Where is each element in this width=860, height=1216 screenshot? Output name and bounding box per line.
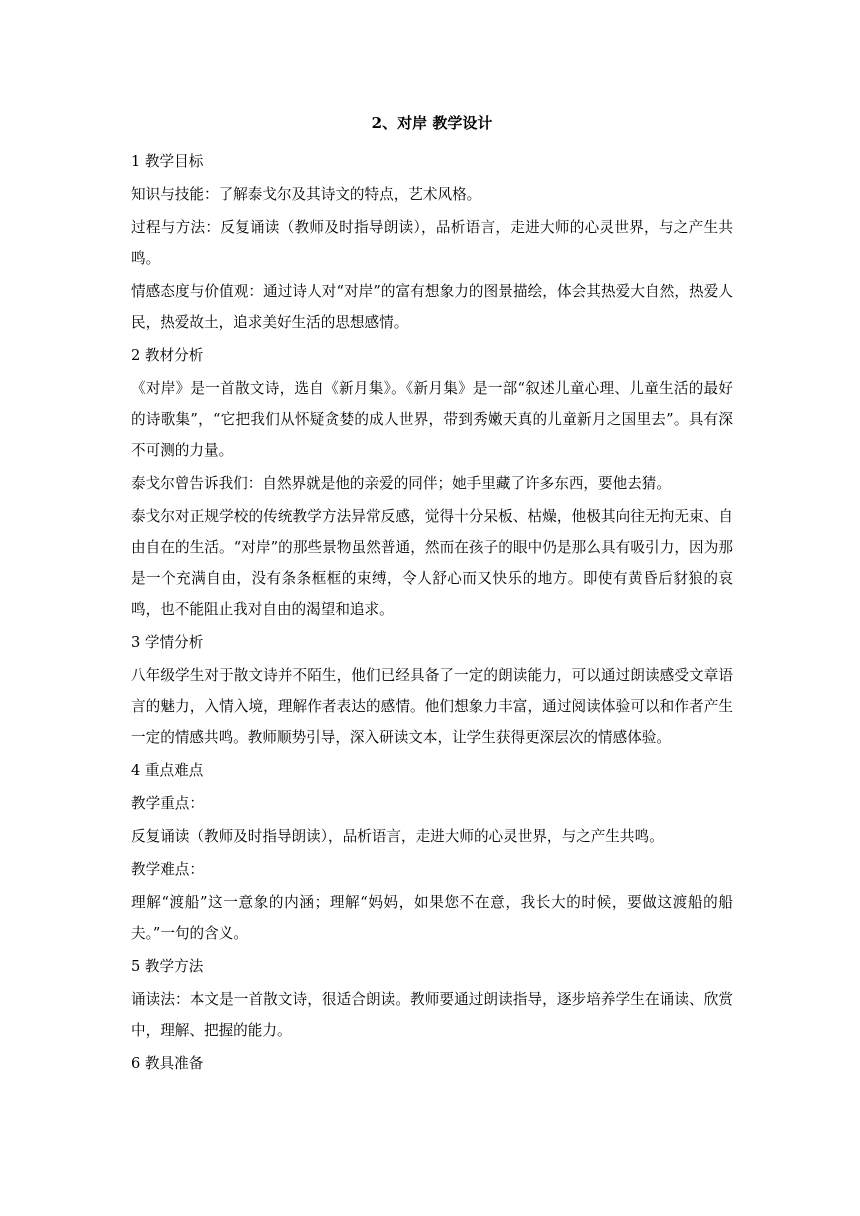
section-heading-teaching-aids: 6 教具准备 — [131, 1055, 204, 1072]
paragraph-difficulty-content: 理解“渡船”这一意象的内涵；理解“妈妈，如果您不在意，我长大的时候，要做这渡船的船夫。”一句的含义。 — [131, 894, 733, 942]
paragraph-reading-method: 诵读法：本文是一首散文诗，很适合朗读。教师要通过朗读指导，逐步培养学生在诵读、欣赏中，理解、把握的能力。 — [131, 991, 733, 1039]
section-heading-material-analysis: 2 教材分析 — [131, 347, 204, 364]
paragraph-student-analysis: 八年级学生对于散文诗并不陌生，他们已经具备了一定的朗读能力，可以通过朗读感受文章语言的魅力，入情入境，理解作者表达的感情。他们想象力丰富，通过阅读体验可以和作者产生一定的情感共鸣。教师顺势引导，深入研读文本，让学生获得更深层次的情感体验。 — [131, 667, 733, 746]
document-body — [131, 112, 733, 1079]
paragraph-material-intro: 《对岸》是一首散文诗，选自《新月集》。《新月集》是一部“叙述儿童心理、儿童生活的最好的诗歌集”，“它把我们从怀疑贪婪的成人世界，带到秀嫩天真的儿童新月之国里去”。具有深不可测的力量。 — [131, 380, 733, 459]
document-title: 2、对岸 教学设计 — [371, 114, 493, 132]
paragraph-process-methods: 过程与方法：反复诵读（教师及时指导朗读），品析语言，走进大师的心灵世界，与之产生共鸣。 — [131, 219, 733, 267]
paragraph-tagore-school: 泰戈尔对正规学校的传统教学方法异常反感，觉得十分呆板、枯燥，他极其向往无拘无束、自由自在的生活。“对岸”的那些景物虽然普通，然而在孩子的眼中仍是那么具有吸引力，因为那是一个充满自由，没有条条框框的束缚，令人舒心而又快乐的地方。即使有黄昏后豺狼的哀鸣，也不能阻止我对自由的渴望和追求。 — [131, 508, 733, 618]
paragraph-key-point-content: 反复诵读（教师及时指导朗读），品析语言，走进大师的心灵世界，与之产生共鸣。 — [131, 828, 664, 845]
paragraph-emotion-values: 情感态度与价值观：通过诗人对“对岸”的富有想象力的图景描绘，体会其热爱大自然，热爱人民，热爱故土，追求美好生活的思想感情。 — [131, 283, 733, 331]
section-heading-key-points: 4 重点难点 — [131, 762, 204, 779]
paragraph-difficulty-label: 教学难点： — [131, 861, 204, 878]
section-heading-teaching-methods: 5 教学方法 — [131, 958, 204, 975]
paragraph-key-point-label: 教学重点： — [131, 795, 204, 812]
section-heading-teaching-goals: 1 教学目标 — [131, 153, 204, 170]
section-heading-student-analysis: 3 学情分析 — [131, 634, 204, 651]
paragraph-knowledge-skills: 知识与技能：了解泰戈尔及其诗文的特点，艺术风格。 — [131, 186, 482, 203]
paragraph-tagore-nature: 泰戈尔曾告诉我们：自然界就是他的亲爱的同伴；她手里藏了许多东西，要他去猜。 — [131, 475, 671, 492]
